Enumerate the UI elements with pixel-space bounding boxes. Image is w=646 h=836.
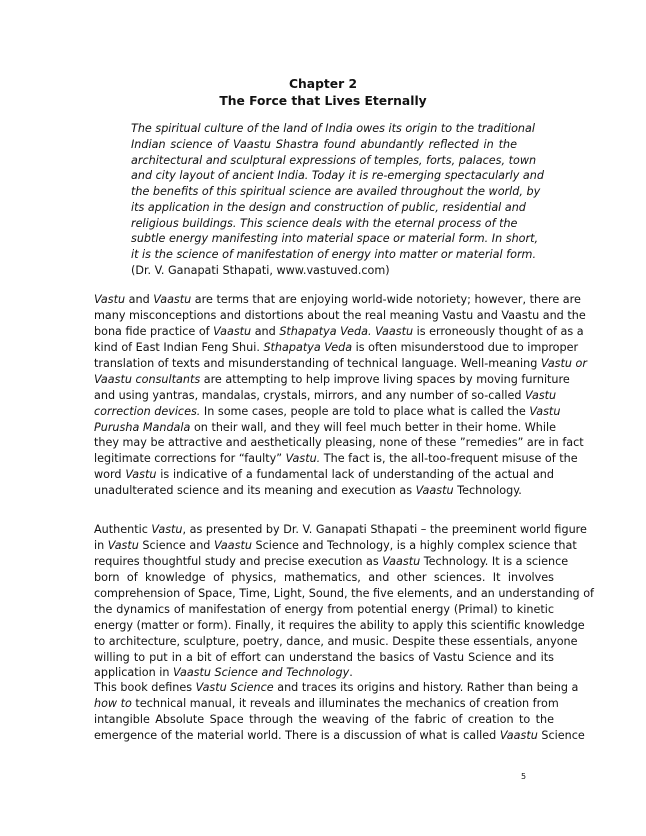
text-run: Technology. It is a science <box>420 554 569 568</box>
epigraph-quote <box>131 121 544 279</box>
text-run: in <box>94 538 108 552</box>
italic-term: Vaastu <box>382 554 421 568</box>
body-paragraph <box>94 292 587 499</box>
epigraph-attribution: (Dr. V. Ganapati Sthapati, www.vastuved.com) <box>131 263 390 277</box>
italic-term: Vastu <box>529 404 561 418</box>
paragraph-line <box>94 554 569 570</box>
italic-term: Vaastu <box>213 538 252 552</box>
text-run: , as presented by Dr. V. Ganapati Sthapati – the preeminent world figure <box>182 523 587 536</box>
italic-term: Purusha Mandala <box>94 420 191 434</box>
text-run: Science and <box>138 538 214 552</box>
italic-term: Vastu. <box>285 452 321 466</box>
paragraph-line <box>94 324 584 340</box>
italic-term: Vastu or <box>540 356 587 370</box>
epigraph-line: subtle energy manifesting into material space or material form. In short, <box>131 232 539 246</box>
text-run: Science and Technology, is a highly complex science that <box>251 538 577 552</box>
italic-term: Vaastu Science and Technology <box>173 666 350 680</box>
text-run: Science <box>537 728 585 742</box>
italic-term: Vaastu consultants <box>94 372 201 386</box>
paragraph-line <box>94 404 561 420</box>
text-run: The fact is, the all-too-frequent misuse of the <box>320 452 578 466</box>
epigraph-line: the benefits of this spiritual science are availed throughout the world, by <box>131 185 541 198</box>
text-run: kind of East Indian Feng Shui. <box>94 340 264 354</box>
paragraph-line <box>94 728 585 744</box>
paragraph-line <box>94 292 581 308</box>
body-paragraph <box>94 680 585 744</box>
text-run: In some cases, people are told to place what is called the <box>200 404 530 418</box>
italic-term: Vaastu <box>153 293 192 306</box>
italic-term: Vastu <box>525 388 557 402</box>
text-run: bona fide practice of <box>94 324 214 338</box>
paragraph-line <box>94 467 554 483</box>
paragraph-line <box>94 522 587 538</box>
text-run: on their wall, and they will feel much better in their home. While <box>190 420 556 434</box>
epigraph-line: its application in the design and construction of public, residential and <box>131 200 526 214</box>
italic-term: Vastu <box>94 293 126 306</box>
paragraph-line <box>94 665 554 681</box>
epigraph-line: Indian science of Vaastu Shastra found abundantly reflected in the <box>131 137 517 151</box>
text-run: Authentic <box>94 523 152 536</box>
body-paragraph <box>94 522 595 681</box>
text-run: Technology. <box>453 484 522 498</box>
epigraph-line: it is the science of manifestation of energy into matter or material form. <box>131 248 536 261</box>
italic-term: Vaastu <box>499 728 538 742</box>
paragraph-line <box>94 650 554 666</box>
text-run: legitimate corrections for “faulty” <box>94 452 286 466</box>
italic-term: Sthapatya Veda. <box>279 324 372 338</box>
paragraph-line <box>94 308 586 324</box>
text-run: energy (matter or form). Finally, it requires the ability to apply this scientific knowledge <box>94 618 585 632</box>
paragraph-line <box>94 483 554 499</box>
italic-term: Vaastu <box>415 484 454 498</box>
italic-term: Vastu Science <box>195 681 274 694</box>
italic-term: correction devices. <box>94 404 201 418</box>
epigraph-line: architectural and sculptural expressions of temples, forts, palaces, town <box>131 153 537 167</box>
paragraph-line <box>94 712 554 728</box>
text-run: and traces its origins and history. Rather than being a <box>273 681 579 694</box>
text-run: and <box>125 293 154 306</box>
text-run: is erroneously thought of as a <box>413 324 584 338</box>
epigraph-line: and city layout of ancient India. Today it is re-emerging spectacularly and <box>131 169 544 183</box>
paragraph-line <box>94 680 579 696</box>
text-run: translation of texts and misunderstanding of technical language. Well-meaning <box>94 356 541 370</box>
epigraph-line: The spiritual culture of the land of India owes its origin to the traditional <box>131 122 535 135</box>
italic-term: Sthapatya Veda <box>263 340 353 354</box>
paragraph-line <box>94 696 559 712</box>
text-run: unadulterated science and its meaning and execution as <box>94 484 416 498</box>
page-number: 5 <box>521 772 527 781</box>
text-run: are attempting to help improve living spaces by moving furniture <box>200 372 570 386</box>
text-run: the dynamics of manifestation of energy from potential energy (Primal) to kinetic <box>94 602 554 616</box>
chapter-number: Chapter 2 <box>289 77 357 91</box>
italic-term: Vastu <box>107 538 139 552</box>
text-run: many misconceptions and distortions about the real meaning Vastu and Vaastu and the <box>94 308 586 322</box>
paragraph-line <box>94 586 595 602</box>
text-run: . <box>349 666 353 680</box>
text-run: and using yantras, mandalas, crystals, mirrors, and any number of so-called <box>94 388 526 402</box>
italic-term: Vaastu <box>213 324 252 338</box>
text-run: they may be attractive and aesthetically pleasing, none of these ”remedies” are in fact <box>94 436 584 450</box>
paragraph-line <box>94 618 585 634</box>
paragraph-line <box>94 570 554 586</box>
paragraph-line <box>94 388 557 404</box>
paragraph-line <box>94 356 587 372</box>
italic-term: how to <box>94 696 132 710</box>
paragraph-line <box>94 538 577 554</box>
paragraph-line <box>94 435 584 451</box>
text-run: is indicative of a fundamental lack of understanding of the actual and <box>156 468 554 482</box>
text-run: to architecture, sculpture, poetry, dance, and music. Despite these essentials, anyone <box>94 634 578 648</box>
text-run: This book defines <box>94 681 196 694</box>
paragraph-line <box>94 602 554 618</box>
text-run: word <box>94 468 126 482</box>
text-run: comprehension of Space, Time, Light, Sound, the five elements, and an understanding of <box>94 586 595 600</box>
text-run: technical manual, it reveals and illuminates the mechanics of creation from <box>131 696 559 710</box>
text-run: are terms that are enjoying world-wide notoriety; however, there are <box>191 293 581 306</box>
text-run: willing to put in a bit of effort can understand the basics of Vastu Science and its <box>94 650 554 664</box>
paragraph-line <box>94 340 579 356</box>
text-run: intangible Absolute Space through the weaving of the fabric of creation to the <box>94 712 554 726</box>
paragraph-line <box>94 372 570 388</box>
italic-term: Vaastu <box>375 324 414 338</box>
chapter-title: The Force that Lives Eternally <box>219 94 427 108</box>
text-run: and <box>251 324 280 338</box>
text-run: is often misunderstood due to improper <box>352 340 579 354</box>
chapter-heading <box>0 76 646 110</box>
text-run: born of knowledge of physics, mathematics, and other sciences. It involves <box>94 570 554 584</box>
italic-term: Vastu <box>151 523 183 536</box>
text-run: requires thoughtful study and precise execution as <box>94 554 383 568</box>
text-run: application in <box>94 666 174 680</box>
italic-term: Vastu <box>125 468 157 482</box>
paragraph-line <box>94 451 578 467</box>
paragraph-line <box>94 420 554 436</box>
epigraph-line: religious buildings. This science deals with the eternal process of the <box>131 216 518 230</box>
paragraph-line <box>94 634 578 650</box>
text-run: emergence of the material world. There is a discussion of what is called <box>94 728 500 742</box>
